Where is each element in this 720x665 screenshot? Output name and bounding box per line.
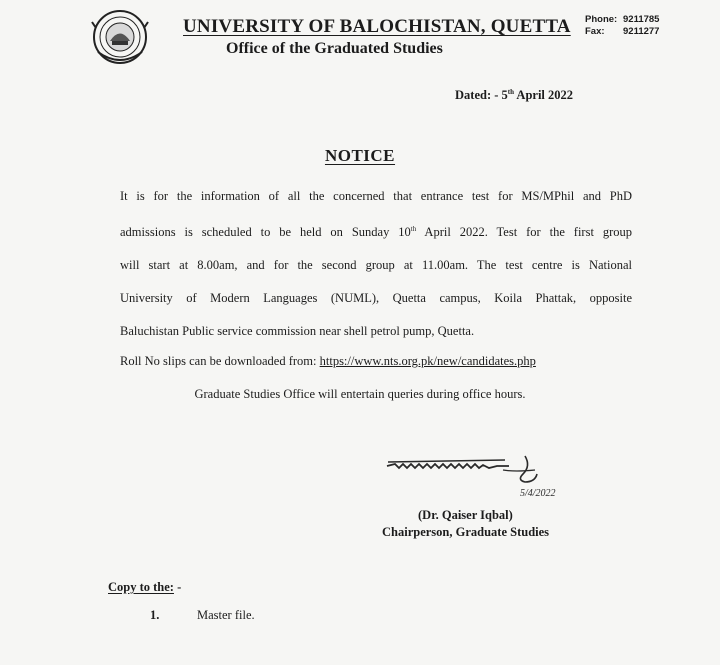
notice-line: University of Modern Languages (NUML), Quetta campus, Koila Phattak, opposite <box>120 291 632 306</box>
office-name: Office of the Graduated Studies <box>226 40 443 57</box>
university-seal-logo <box>90 8 150 66</box>
university-name: UNIVERSITY OF BALOCHISTAN, QUETTA <box>183 16 571 37</box>
copy-item-number: 1. <box>150 608 160 622</box>
fax-number: 9211277 <box>623 26 660 37</box>
notice-line: It is for the information of all the concerned that entrance test for MS/MPhil and PhD <box>120 189 632 203</box>
notice-body <box>120 180 632 348</box>
signature-date: 5/4/2022 <box>520 488 556 499</box>
copy-item-text: Master file. <box>197 608 255 622</box>
roll-slip-info <box>120 354 536 369</box>
contact-info <box>585 14 659 38</box>
roll-slip-label: Roll No slips can be downloaded from: <box>120 354 320 368</box>
signer-name: (Dr. Qaiser Iqbal) <box>418 508 513 522</box>
notice-line: will start at 8.00am, and for the second group at 11.00am. The test centre is National <box>120 258 632 273</box>
notice-title: NOTICE <box>324 146 396 165</box>
phone-label: Phone: <box>585 14 618 25</box>
notice-line: admissions is scheduled to be held on Sunday 10th April 2022. Test for the first group <box>120 225 632 240</box>
handwritten-signature <box>385 452 575 502</box>
phone-number: 9211785 <box>623 14 660 25</box>
notice-date: Dated: - 5th April 2022 <box>455 88 574 103</box>
queries-note: Graduate Studies Office will entertain queries during office hours. <box>194 387 526 401</box>
signer-title: Chairperson, Graduate Studies <box>382 525 550 539</box>
fax-label: Fax: <box>585 26 605 37</box>
roll-slip-link[interactable]: https://www.nts.org.pk/new/candidates.php <box>319 354 536 368</box>
copy-to-heading: Copy to the: - <box>108 580 182 594</box>
notice-line: Baluchistan Public service commission near shell petrol pump, Quetta. <box>120 324 475 339</box>
